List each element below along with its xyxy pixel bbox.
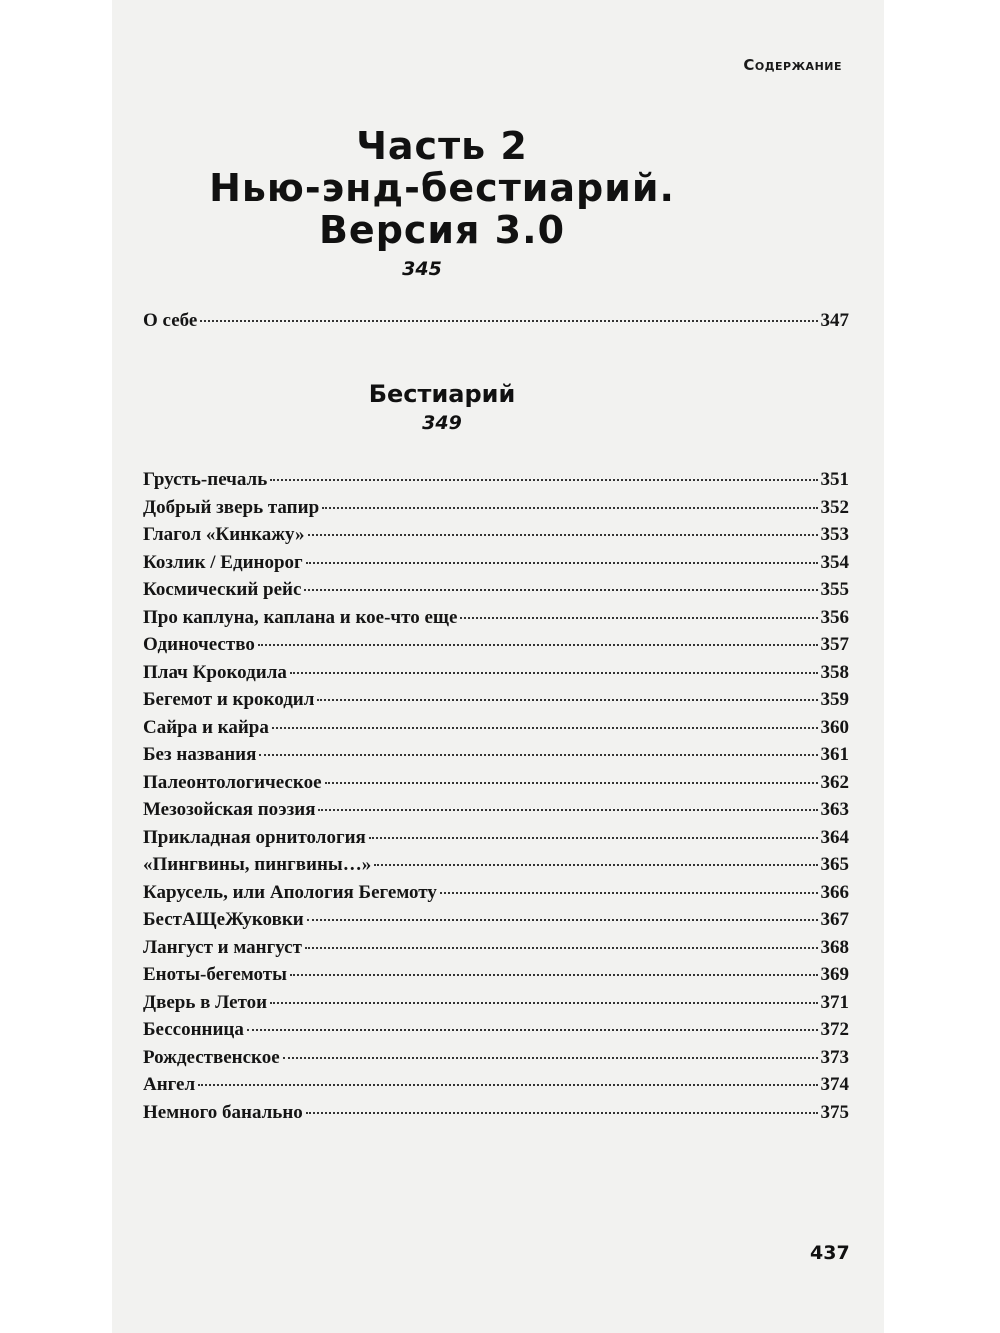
toc-entry-page: 355 xyxy=(820,579,849,600)
toc-entry[interactable] xyxy=(143,689,849,717)
toc-intro-list xyxy=(143,310,849,338)
toc-entry-title: Плач Крокодила xyxy=(143,661,287,683)
toc-entry-page: 372 xyxy=(820,1019,849,1040)
toc-leader-dots xyxy=(272,727,818,729)
running-head: Содержание xyxy=(743,56,842,74)
toc-entry-page: 359 xyxy=(820,689,849,710)
toc-entry-title: Ангел xyxy=(143,1074,196,1095)
toc-entry-page: 364 xyxy=(820,826,849,848)
toc-entry[interactable] xyxy=(143,854,849,882)
toc-leader-dots xyxy=(440,892,818,894)
toc-leader-dots xyxy=(259,754,817,756)
toc-entry-page: 354 xyxy=(820,551,849,573)
toc-entry-page: 347 xyxy=(820,310,849,331)
toc-entry[interactable] xyxy=(143,827,849,855)
toc-entry-title: Рождественское xyxy=(143,1046,280,1068)
toc-leader-dots xyxy=(307,919,818,921)
toc-entry-title: БестАЩеЖуковки xyxy=(143,909,304,930)
toc-entry-page: 374 xyxy=(820,1074,849,1095)
toc-entry-page: 353 xyxy=(820,524,849,545)
toc-entry-page: 356 xyxy=(820,606,849,628)
toc-entry-page: 375 xyxy=(820,1101,849,1123)
toc-leader-dots xyxy=(374,864,817,866)
toc-entry[interactable] xyxy=(143,634,849,662)
toc-entry-title: Мезозойская поэзия xyxy=(143,799,316,820)
toc-entry-page: 371 xyxy=(820,991,849,1013)
part-heading-line-2: Нью-энд-бестиарий. xyxy=(209,166,675,210)
toc-leader-dots xyxy=(290,974,818,976)
toc-entry-title: Космический рейс xyxy=(143,579,302,600)
toc-entry[interactable] xyxy=(143,310,849,338)
toc-leader-dots xyxy=(258,644,818,646)
toc-entry-title: Про каплуна, каплана и кое-что еще xyxy=(143,606,458,628)
toc-entry-page: 352 xyxy=(820,496,849,518)
section-page-reference: 349 xyxy=(422,412,462,434)
toc-entry[interactable] xyxy=(143,607,849,635)
toc-leader-dots xyxy=(200,320,817,322)
toc-entry-title: Бегемот и крокодил xyxy=(143,689,315,710)
toc-leader-dots xyxy=(270,479,817,481)
toc-entry[interactable] xyxy=(143,497,849,525)
part-page-reference: 345 xyxy=(402,258,442,280)
toc-entry[interactable] xyxy=(143,552,849,580)
toc-entry-page: 351 xyxy=(820,469,849,490)
toc-leader-dots xyxy=(306,562,818,564)
toc-entry-page: 368 xyxy=(820,936,849,958)
toc-leader-dots xyxy=(290,672,818,674)
toc-entry[interactable] xyxy=(143,909,849,937)
page-number: 437 xyxy=(810,1242,850,1264)
toc-leader-dots xyxy=(304,589,817,591)
toc-leader-dots xyxy=(317,699,817,701)
toc-entry[interactable] xyxy=(143,799,849,827)
toc-leader-dots xyxy=(322,507,817,509)
toc-entry-page: 362 xyxy=(820,771,849,793)
toc-entry-title: «Пингвины, пингвины…» xyxy=(143,854,372,875)
toc-entry[interactable] xyxy=(143,1047,849,1075)
toc-entry-page: 369 xyxy=(820,964,849,985)
page-margin xyxy=(884,0,1000,1333)
toc-entry[interactable] xyxy=(143,579,849,607)
toc-entry[interactable] xyxy=(143,992,849,1020)
toc-entry-page: 367 xyxy=(820,909,849,930)
toc-entry[interactable] xyxy=(143,882,849,910)
toc-leader-dots xyxy=(325,782,818,784)
toc-entry[interactable] xyxy=(143,662,849,690)
toc-entry-page: 358 xyxy=(820,661,849,683)
toc-entry[interactable] xyxy=(143,937,849,965)
toc-entry-page: 366 xyxy=(820,881,849,903)
toc-entry-title: Еноты-бегемоты xyxy=(143,964,287,985)
toc-leader-dots xyxy=(305,947,818,949)
toc-entry-page: 365 xyxy=(820,854,849,875)
toc-leader-dots xyxy=(306,1112,818,1114)
toc-entry-title: Сайра и кайра xyxy=(143,716,269,738)
toc-leader-dots xyxy=(318,809,817,811)
toc-entry[interactable] xyxy=(143,1074,849,1102)
toc-entry-title: О себе xyxy=(143,310,198,331)
toc-entry-title: Дверь в Летои xyxy=(143,991,268,1013)
toc-entry[interactable] xyxy=(143,964,849,992)
toc-entry-page: 361 xyxy=(820,744,849,765)
toc-entry-page: 360 xyxy=(820,716,849,738)
toc-entry[interactable] xyxy=(143,1019,849,1047)
toc-entry-page: 357 xyxy=(820,634,849,655)
toc-entry-title: Одиночество xyxy=(143,634,255,655)
toc-entry-title: Палеонтологическое xyxy=(143,771,322,793)
toc-leader-dots xyxy=(460,617,817,619)
toc-entry-title: Лангуст и мангуст xyxy=(143,936,302,958)
part-heading-line-3: Версия 3.0 xyxy=(318,208,566,252)
toc-entry-title: Козлик / Единорог xyxy=(143,551,303,573)
toc-entry[interactable] xyxy=(143,524,849,552)
toc-entry[interactable] xyxy=(143,772,849,800)
toc-entry-title: Добрый зверь тапир xyxy=(143,496,320,518)
toc-leader-dots xyxy=(308,534,818,536)
toc-entry-title: Грусть-печаль xyxy=(143,469,268,490)
toc-entry-title: Карусель, или Апология Бегемоту xyxy=(143,881,437,903)
toc-leader-dots xyxy=(369,837,818,839)
toc-entry-title: Бессонница xyxy=(143,1019,244,1040)
toc-leader-dots xyxy=(283,1057,818,1059)
toc-entry[interactable] xyxy=(143,717,849,745)
toc-entry-title: Прикладная орнитология xyxy=(143,826,366,848)
toc-leader-dots xyxy=(247,1029,818,1031)
toc-entry-title: Без названия xyxy=(143,744,257,765)
toc-entry-page: 363 xyxy=(820,799,849,820)
toc-entry[interactable] xyxy=(143,1102,849,1130)
toc-entry-title: Глагол «Кинкажу» xyxy=(143,524,305,545)
toc-entry-title: Немного банально xyxy=(143,1101,303,1123)
toc-entries-list xyxy=(143,469,849,1129)
toc-leader-dots xyxy=(198,1084,817,1086)
toc-leader-dots xyxy=(270,1002,817,1004)
toc-entry[interactable] xyxy=(143,469,849,497)
toc-entry-page: 373 xyxy=(820,1046,849,1068)
toc-entry[interactable] xyxy=(143,744,849,772)
section-heading: Бестиарий xyxy=(368,380,516,408)
part-heading-line-1: Часть 2 xyxy=(356,124,528,168)
